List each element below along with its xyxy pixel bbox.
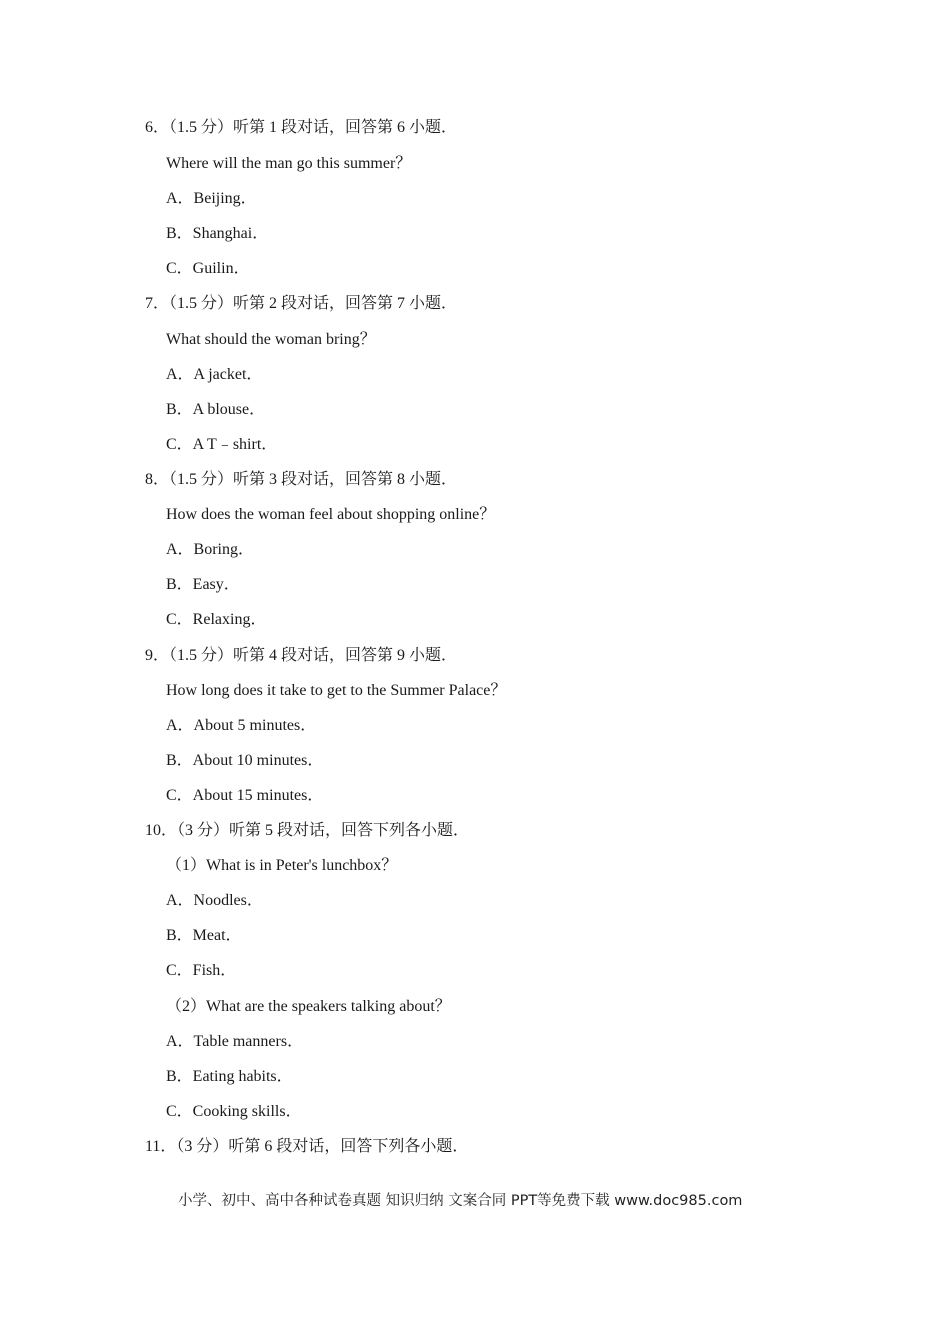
question-10-1-option-a: A．Noodles． xyxy=(166,892,263,909)
question-6-option-c: C．Guilin． xyxy=(166,260,250,277)
question-6-header: 6．（1.5 分）听第 1 段对话，回答第 6 小题． xyxy=(145,119,458,136)
question-7-header: 7．（1.5 分）听第 2 段对话，回答第 7 小题． xyxy=(145,295,458,312)
question-8-header: 8．（1.5 分）听第 3 段对话，回答第 8 小题． xyxy=(145,471,458,488)
question-6-option-b: B．Shanghai． xyxy=(166,225,269,242)
question-11-header: 11．（3 分）听第 6 段对话，回答下列各小题． xyxy=(145,1138,469,1155)
question-6-prompt: Where will the man go this summer？ xyxy=(166,155,412,172)
question-10-2-option-b: B．Eating habits． xyxy=(166,1068,293,1085)
question-7-prompt: What should the woman bring？ xyxy=(166,331,376,348)
question-9-option-b: B．About 10 minutes． xyxy=(166,752,324,769)
question-10-1-option-c: C．Fish． xyxy=(166,962,237,979)
question-10-2-option-c: C．Cooking skills． xyxy=(166,1103,302,1120)
question-8-option-c: C．Relaxing． xyxy=(166,611,267,628)
question-10-1-prompt: （1）What is in Peter's lunchbox？ xyxy=(166,857,398,874)
question-9-option-a: A．About 5 minutes． xyxy=(166,717,317,734)
question-8-option-a: A．Boring． xyxy=(166,541,255,558)
page-footer: 小学、初中、高中各种试卷真题 知识归纳 文案合同 PPT等免费下载 www.doc985.com xyxy=(178,1193,743,1209)
question-7-option-b: B．A blouse． xyxy=(166,401,266,418)
question-7-option-a: A．A jacket． xyxy=(166,366,263,383)
question-8-prompt: How does the woman feel about shopping online？ xyxy=(166,506,496,523)
question-7-option-c: C．A T﹣shirt． xyxy=(166,436,278,453)
question-8-option-b: B．Easy． xyxy=(166,576,240,593)
question-10-1-option-b: B．Meat． xyxy=(166,927,242,944)
question-6-option-a: A．Beijing． xyxy=(166,190,257,207)
question-9-option-c: C．About 15 minutes． xyxy=(166,787,324,804)
question-9-prompt: How long does it take to get to the Summer Palace？ xyxy=(166,682,507,699)
question-9-header: 9．（1.5 分）听第 4 段对话，回答第 9 小题． xyxy=(145,647,458,664)
question-10-2-prompt: （2）What are the speakers talking about？ xyxy=(166,998,451,1015)
question-10-2-option-a: A．Table manners． xyxy=(166,1033,304,1050)
question-10-header: 10．（3 分）听第 5 段对话，回答下列各小题． xyxy=(145,822,470,839)
